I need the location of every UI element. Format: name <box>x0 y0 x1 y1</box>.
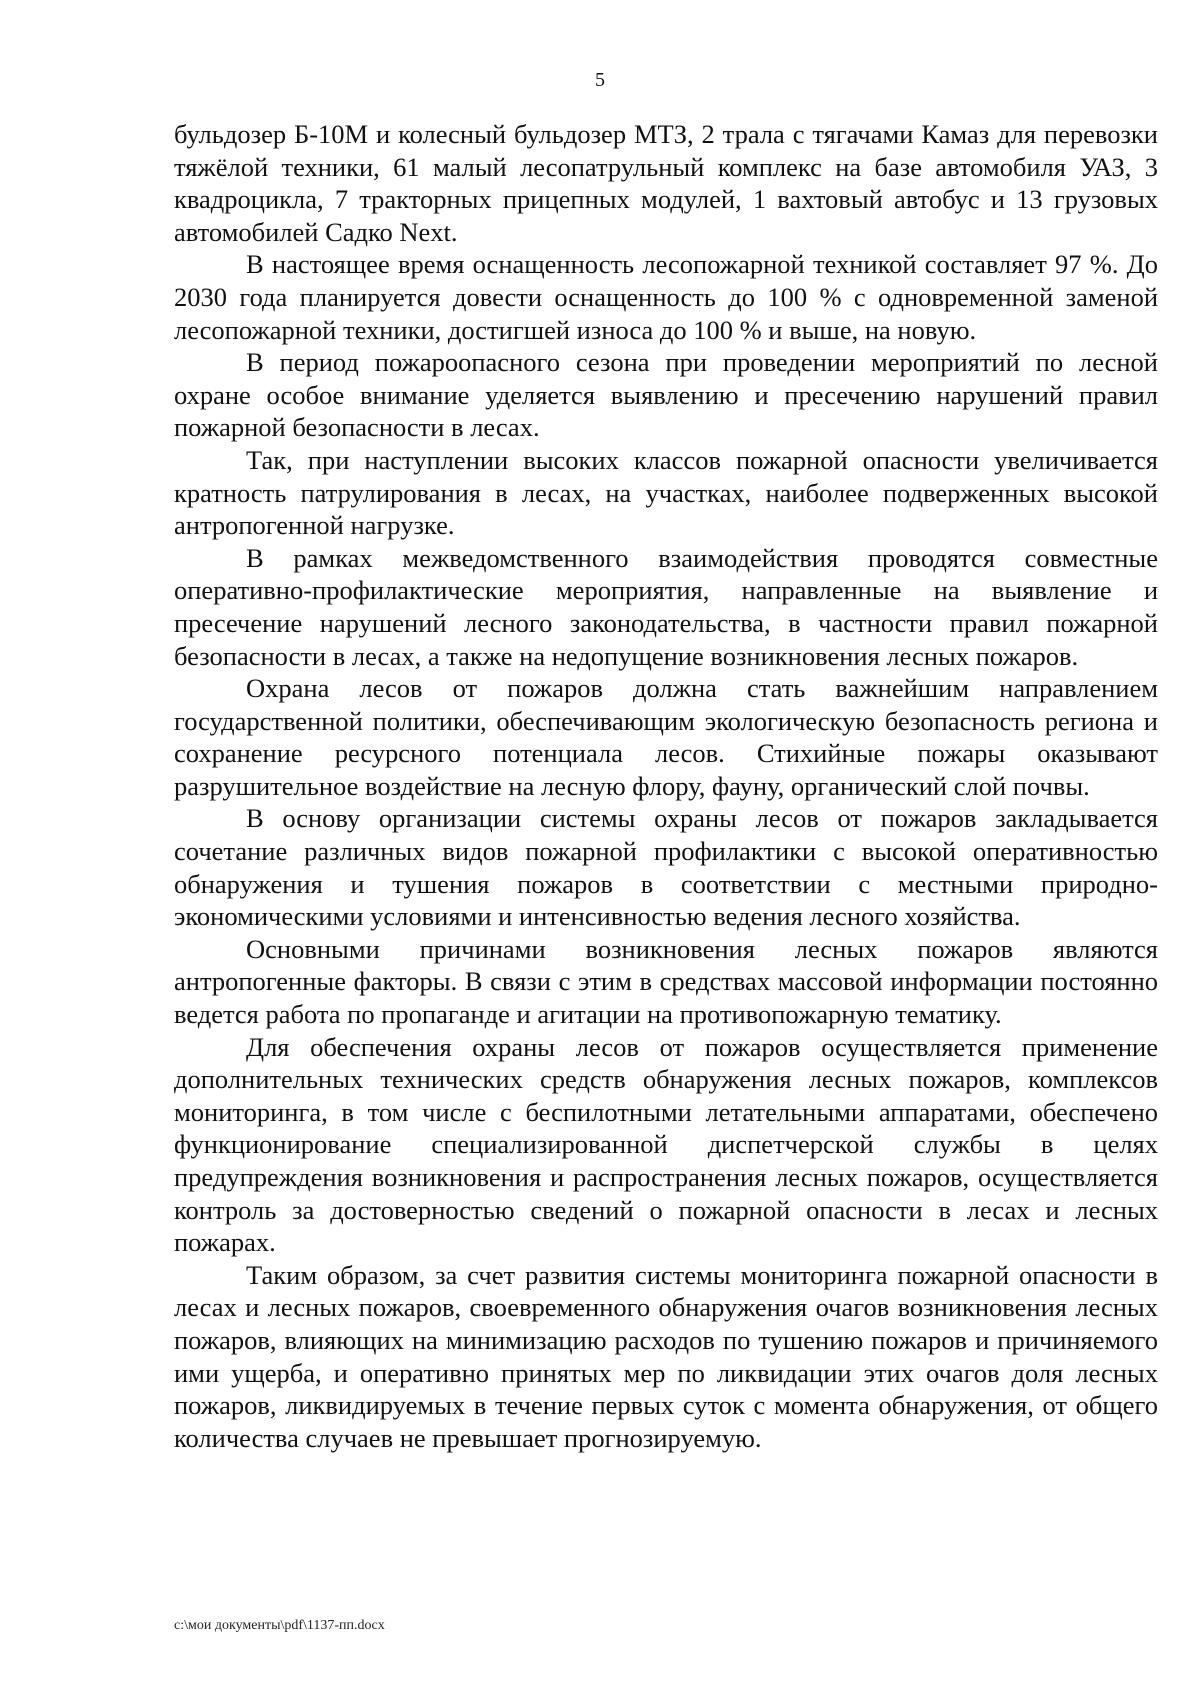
paragraph-8: Основными причинами возникновения лесных пожаров являются антропогенные факторы. В связи с этим в средствах массовой информации постоянно ведется работа по пропаганде и агитации на противопожарную тематику. <box>174 933 1158 1030</box>
paragraph-7: В основу организации системы охраны лесов от пожаров закладывается сочетание различных видов пожарной профилактики с высокой оперативностью обнаружения и тушения пожаров в соответствии с местными природно-экономическими условиями и интенсивностью ведения лесного хозяйства. <box>174 803 1158 932</box>
paragraph-1: бульдозер Б-10М и колесный бульдозер МТЗ, 2 трала с тягачами Камаз для перевозки тяжёлой техники, 61 малый лесопатрульный комплекс на базе автомобиля УАЗ, 3 квадроцикла, 7 тракторных прицепных модулей, 1 вахтовый автобус и 13 грузовых автомобилей Садко Next. <box>174 119 1158 247</box>
document-body <box>174 118 1158 1454</box>
footer-file-path: c:\мои документы\pdf\1137-пп.docx <box>174 1618 385 1633</box>
paragraph-3: В период пожароопасного сезона при проведении мероприятий по лесной охране особое внимание уделяется выявлению и пресечению нарушений правил пожарной безопасности в лесах. <box>174 347 1158 443</box>
paragraph-9: Для обеспечения охраны лесов от пожаров осуществляется применение дополнительных технических средств обнаружения лесных пожаров, комплексов мониторинга, в том числе с беспилотными летательными аппаратами, обеспечено функционирование специализированной диспетчерской службы в целях предупреждения возникновения и распространения лесных пожаров, осуществляется контроль за достоверностью сведений о пожарной опасности в лесах и лесных пожарах. <box>174 1031 1158 1258</box>
paragraph-2: В настоящее время оснащенность лесопожарной техникой составляет 97 %. До 2030 года планируется довести оснащенность до 100 % с одновременной заменой лесопожарной техники, достигшей износа до 100 % и выше, на новую. <box>174 249 1158 345</box>
paragraph-4: Так, при наступлении высоких классов пожарной опасности увеличивается кратность патрулирования в лесах, на участках, наиболее подверженных высокой антропогенной нагрузке. <box>174 444 1158 541</box>
paragraph-10: Таким образом, за счет развития системы мониторинга пожарной опасности в лесах и лесных пожаров, своевременного обнаружения очагов возникновения лесных пожаров, влияющих на минимизацию расходов по тушению пожаров и причиняемого ими ущерба, и оперативно принятых мер по ликвидации этих очагов доля лесных пожаров, ликвидируемых в течение первых суток с момента обнаружения, от общего количества случаев не превышает прогнозируемую. <box>174 1259 1158 1453</box>
page-number: 5 <box>595 69 605 91</box>
paragraph-6: Охрана лесов от пожаров должна стать важнейшим направлением государственной политики, обеспечивающим экологическую безопасность региона и сохранение ресурсного потенциала лесов. Стихийные пожары оказывают разрушительное воздействие на лесную флору, фауну, органический слой почвы. <box>174 673 1158 801</box>
paragraph-5: В рамках межведомственного взаимодействия проводятся совместные оперативно-профилактические мероприятия, направленные на выявление и пресечение нарушений лесного законодательства, в частности правил пожарной безопасности в лесах, а также на недопущение возникновения лесных пожаров. <box>174 542 1158 671</box>
